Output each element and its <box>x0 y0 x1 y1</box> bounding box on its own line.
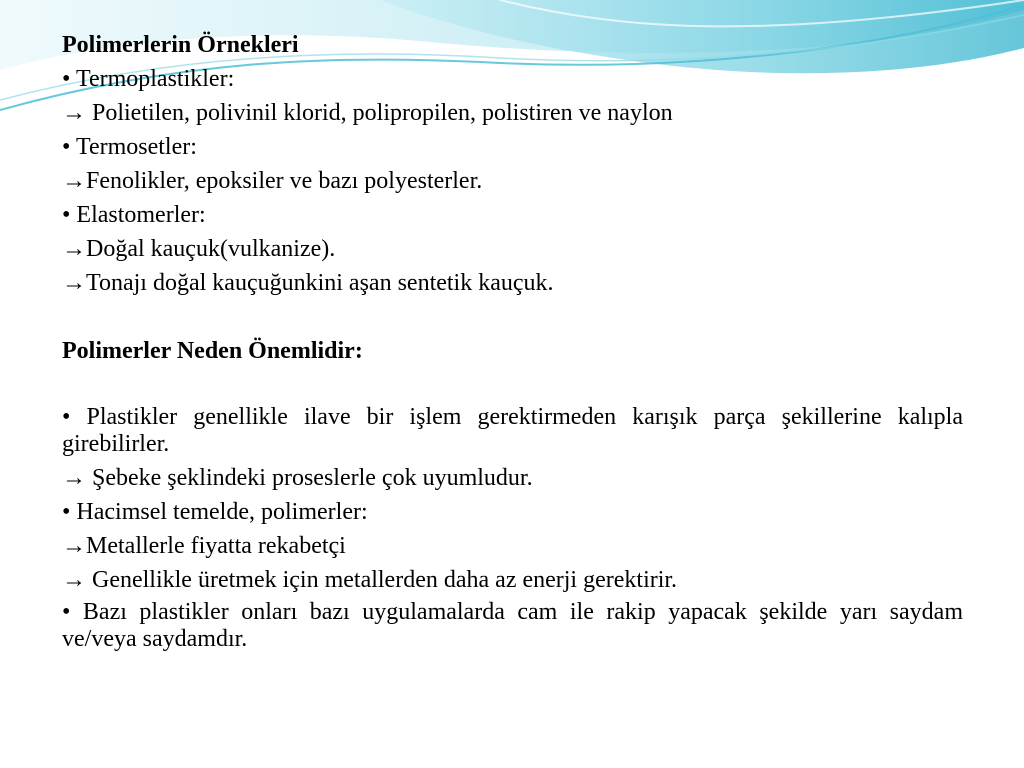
paragraph-plastics-molding: • Plastikler genellikle ilave bir işlem gerektirmeden karışık parça şekillerine kalıpla girebilirler. <box>62 404 963 457</box>
bullet-line: • Elastomerler: <box>62 202 206 228</box>
spacer <box>62 368 963 402</box>
bullet-line: • Termosetler: <box>62 134 197 160</box>
bullet-line: →Tonajı doğal kauçuğunkini aşan sentetik kauçuk. <box>62 270 554 296</box>
heading-polymer-examples: Polimerlerin Örnekleri <box>62 32 299 58</box>
bullet-line: →Fenolikler, epoksiler ve bazı polyesterler. <box>62 168 483 194</box>
bullet-line: • Termoplastikler: <box>62 66 235 92</box>
bullet-line: → Şebeke şeklindeki proseslerle çok uyumludur. <box>62 465 533 491</box>
bullet-line: • Hacimsel temelde, polimerler: <box>62 499 368 525</box>
heading-why-important: Polimerler Neden Önemlidir: <box>62 338 363 364</box>
spacer <box>62 300 963 334</box>
bullet-line: → Genellikle üretmek için metallerden daha az enerji gerektirir. <box>62 567 678 593</box>
paragraph-transparent-plastics: • Bazı plastikler onları bazı uygulamalarda cam ile rakip yapacak şekilde yarı saydam ve/veya saydamdır. <box>62 599 963 652</box>
bullet-line: →Doğal kauçuk(vulkanize). <box>62 236 336 262</box>
bullet-line: → Polietilen, polivinil klorid, polipropilen, polistiren ve naylon <box>62 100 673 126</box>
bullet-line: →Metallerle fiyatta rekabetçi <box>62 533 346 559</box>
slide-body <box>62 28 963 656</box>
